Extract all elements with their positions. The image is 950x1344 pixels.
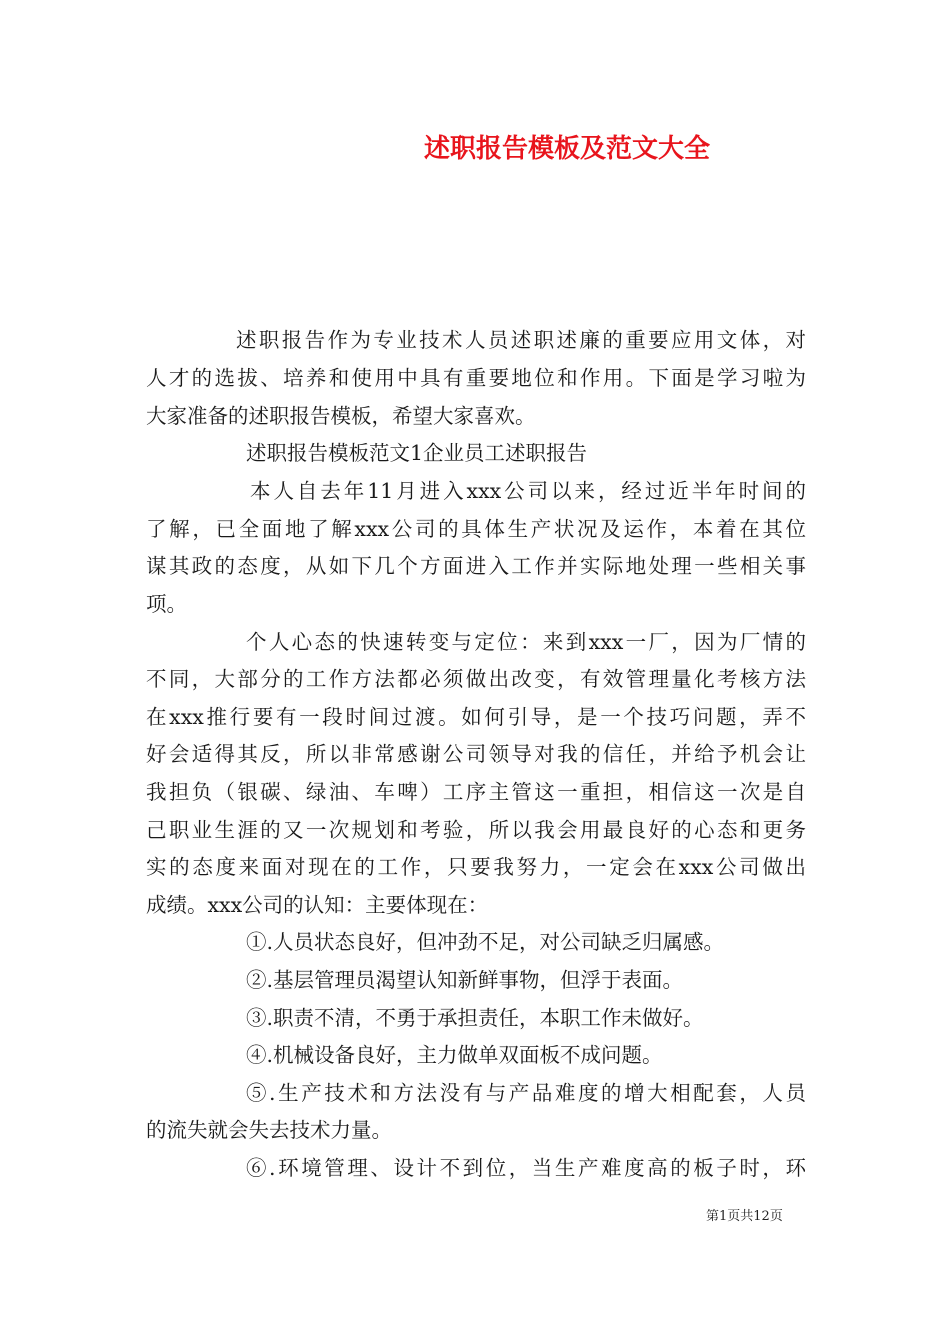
paragraph-line: 谋其政的态度，从如下几个方面进入工作并实际地处理一些相关事 [146,554,806,578]
list-item: ②.基层管理员渴望认知新鲜事物，但浮于表面。 [246,968,684,992]
paragraph-line: 了解，已全面地了解xxx公司的具体生产状况及运作，本着在其位 [146,517,806,541]
page-number: 第1页共12页 [706,1209,783,1224]
paragraph-line: 项。 [146,592,187,616]
list-item-continuation: 的流失就会失去技术力量。 [146,1118,392,1142]
section-heading: 述职报告模板范文1企业员工述职报告 [246,441,588,465]
paragraph-line: 在xxx推行要有一段时间过渡。如何引导，是一个技巧问题，弄不 [146,705,806,729]
paragraph-line: 个人心态的快速转变与定位：来到xxx一厂，因为厂情的 [246,630,806,654]
list-item: ①.人员状态良好，但冲劲不足，对公司缺乏归属感。 [246,930,725,954]
paragraph-line: 述职报告作为专业技术人员述职述廉的重要应用文体，对 [236,328,806,352]
paragraph-line: 大家准备的述职报告模板，希望大家喜欢。 [146,404,536,428]
paragraph-line: 本人自去年11月进入xxx公司以来，经过近半年时间的 [250,479,806,503]
paragraph-line: 己职业生涯的又一次规划和考验，所以我会用最良好的心态和更务 [146,818,806,842]
paragraph-line: 人才的选拔、培养和使用中具有重要地位和作用。下面是学习啦为 [146,366,806,390]
paragraph-line: 成绩。xxx公司的认知：主要体现在： [146,893,489,917]
paragraph-line: 我担负（银碳、绿油、车啤）工序主管这一重担，相信这一次是自 [146,780,806,804]
list-item: ⑤.生产技术和方法没有与产品难度的增大相配套，人员 [246,1081,806,1105]
paragraph-line: 好会适得其反，所以非常感谢公司领导对我的信任，并给予机会让 [146,742,806,766]
list-item: ④.机械设备良好，主力做单双面板不成问题。 [246,1043,663,1067]
list-item: ⑥.环境管理、设计不到位，当生产难度高的板子时，环 [246,1156,806,1180]
list-item: ③.职责不清，不勇于承担责任，本职工作未做好。 [246,1006,704,1030]
document-title: 述职报告模板及范文大全 [424,134,711,164]
paragraph-line: 实的态度来面对现在的工作，只要我努力，一定会在xxx公司做出 [146,855,806,879]
paragraph-line: 不同，大部分的工作方法都必须做出改变，有效管理量化考核方法 [146,667,806,691]
